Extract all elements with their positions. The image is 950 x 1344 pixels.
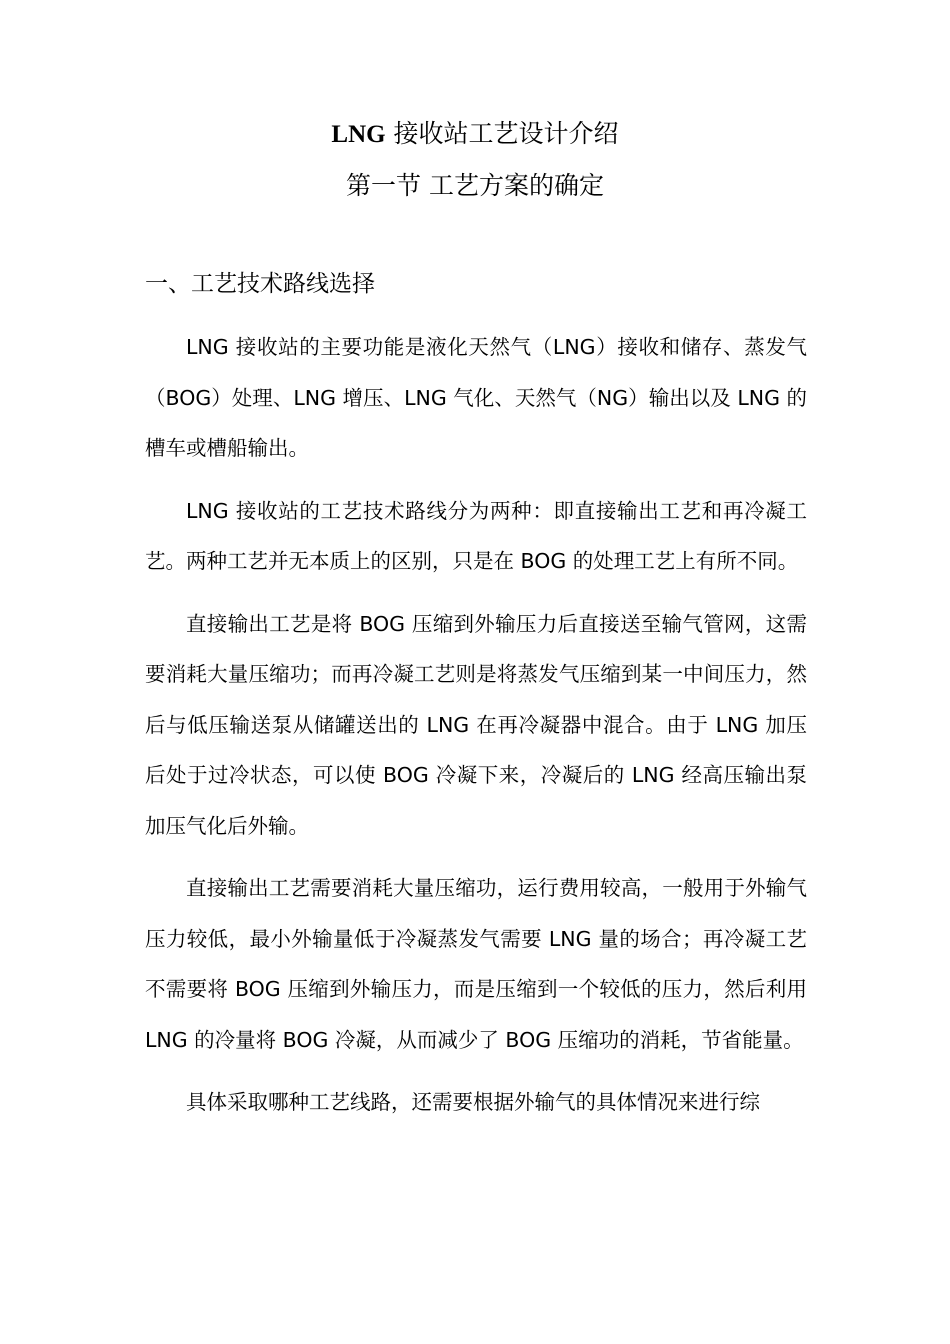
paragraph-5: 具体采取哪种工艺线路，还需要根据外输气的具体情况来进行综 bbox=[186, 1090, 760, 1114]
paragraph-3: 直接输出工艺是将 BOG 压缩到外输压力后直接送至输气管网，这需要消耗大量压缩功；而再冷凝工艺则是将蒸发气压缩到某一中间压力，然后与低压输送泵从储罐送出的 LNG 在再冷凝器中混合。由于 LNG 加压后处于过冷状态，可以使 BOG 冷凝下来，冷凝后的 LNG 经高压输出泵加压气化后外输。 bbox=[145, 611, 807, 838]
document-title bbox=[0, 114, 950, 155]
body-text bbox=[145, 322, 807, 1140]
document-title-latin: LNG bbox=[331, 121, 386, 148]
subsection-heading: 一、工艺技术路线选择 bbox=[145, 271, 375, 297]
document-title-rest: 接收站工艺设计介绍 bbox=[385, 119, 619, 148]
paragraph-4: 直接输出工艺需要消耗大量压缩功，运行费用较高，一般用于外输气压力较低，最小外输量低于冷凝蒸发气需要 LNG 量的场合；再冷凝工艺不需要将 BOG 压缩到外输压力，而是压缩到一个较低的压力，然后利用 LNG 的冷量将 BOG 冷凝，从而减少了 BOG 压缩功的消耗，节省能量。 bbox=[145, 876, 807, 1052]
paragraph-2: LNG 接收站的工艺技术路线分为两种：即直接输出工艺和再冷凝工艺。两种工艺并无本质上的区别，只是在 BOG 的处理工艺上有所不同。 bbox=[145, 498, 807, 573]
paragraph-1: LNG 接收站的主要功能是液化天然气（LNG）接收和储存、蒸发气（BOG）处理、LNG 增压、LNG 气化、天然气（NG）输出以及 LNG 的槽车或槽船输出。 bbox=[145, 335, 807, 460]
section-title: 第一节 工艺方案的确定 bbox=[346, 171, 604, 200]
